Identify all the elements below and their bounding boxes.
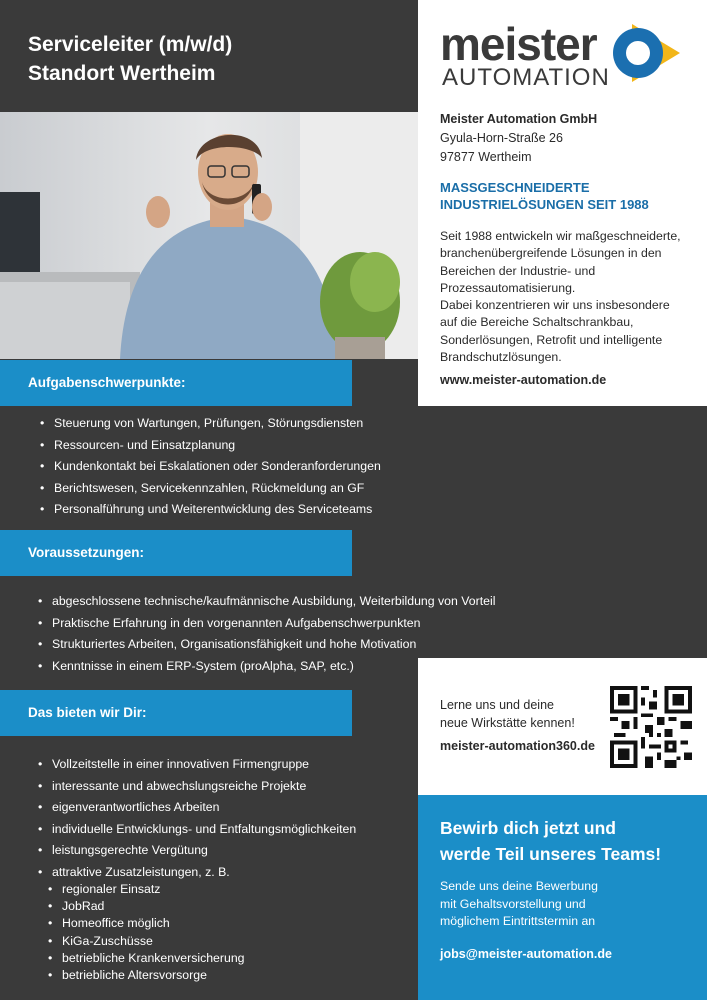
list-item: • Kundenkontakt bei Eskalationen oder Sonderanforderungen [38, 456, 381, 478]
list-item: • Personalführung und Weiterentwicklung des Serviceteams [38, 499, 381, 521]
apply-text [440, 878, 598, 931]
list-item: • Kenntnisse in einem ERP-System (proAlpha, SAP, etc.) [36, 656, 495, 678]
job-title: Serviceleiter (m/w/d) [28, 33, 233, 56]
qr-invite-line: neue Wirkstätte kennen! [440, 716, 575, 730]
requirements-heading: Voraussetzungen: [28, 545, 145, 560]
website-link[interactable]: www.meister-automation.de [440, 373, 607, 387]
qr-invite-line: Lerne uns und deine [440, 698, 554, 712]
apply-text-line: Sende uns deine Bewerbung [440, 879, 598, 893]
company-name: Meister Automation GmbH [440, 112, 598, 126]
apply-text-line: mit Gehaltsvorstellung und [440, 896, 586, 911]
list-item: • Ressourcen- und Einsatzplanung [38, 435, 381, 457]
qr-code-icon[interactable] [610, 686, 692, 768]
tasks-heading: Aufgabenschwerpunkte: [28, 375, 186, 390]
apply-text-line: möglichem Eintrittstermin an [440, 914, 596, 928]
company-city: 97877 Wertheim [440, 150, 532, 164]
sublist-item: • betriebliche Altersvorsorge [46, 967, 245, 984]
page-title [28, 30, 232, 88]
about-line: Dabei konzentrieren wir uns insbesondere [440, 298, 670, 313]
list-item: • individuelle Entwicklungs- und Entfaltungsmöglichkeiten [36, 819, 356, 841]
list-item: • Strukturiertes Arbeiten, Organisationsfähigkeit und hohe Motivation [36, 634, 495, 656]
header-photo [0, 112, 418, 359]
list-item: • leistungsgerechte Vergütung [36, 840, 356, 862]
logo-mark-icon [612, 20, 682, 86]
about-line: Seit 1988 entwickeln wir maßgeschneiderte, [440, 229, 681, 243]
sublist-item: • JobRad [46, 898, 245, 915]
tagline [440, 179, 690, 213]
about-line: Brandschutzlösungen. [440, 350, 562, 365]
tagline-line: INDUSTRIELÖSUNGEN SEIT 1988 [440, 197, 649, 212]
offer-list [36, 754, 356, 883]
apply-title-line: Bewirb dich jetzt und [440, 818, 616, 838]
list-item: • Vollzeitstelle in einer innovativen Firmengruppe [36, 754, 356, 776]
company-street: Gyula-Horn-Straße 26 [440, 131, 563, 145]
job-location: Standort Wertheim [28, 62, 216, 85]
qr-panel [418, 658, 707, 795]
offer-sublist [46, 881, 245, 984]
logo-word: meister [440, 18, 597, 70]
about-line: Bereichen der Industrie- und [440, 263, 596, 278]
apply-title-line: werde Teil unseres Teams! [440, 844, 662, 864]
offer-heading: Das bieten wir Dir: [28, 705, 147, 720]
sublist-item: • KiGa-Zuschüsse [46, 933, 245, 950]
list-item: • abgeschlossene technische/kaufmännische Ausbildung, Weiterbildung von Vorteil [36, 591, 495, 613]
tasks-list [38, 413, 381, 521]
list-item: • attraktive Zusatzleistungen, z. B. [36, 862, 356, 884]
requirements-heading-bar [0, 530, 352, 576]
list-item: • Praktische Erfahrung in den vorgenannten Aufgabenschwerpunkten [36, 613, 495, 635]
logo-sub: AUTOMATION [442, 64, 610, 91]
qr-url-link[interactable]: meister-automation360.de [440, 739, 595, 753]
about-line: auf die Bereiche Schaltschrankbau, [440, 315, 634, 330]
about-line: Prozessautomatisierung. [440, 280, 576, 295]
company-address [440, 110, 597, 167]
sublist-item: • betriebliche Krankenversicherung [46, 950, 245, 967]
apply-panel [418, 795, 707, 1000]
tagline-line: MASSGESCHNEIDERTE [440, 180, 590, 195]
offer-heading-bar [0, 690, 352, 736]
tasks-heading-bar [0, 360, 352, 406]
about-line: Sonderlösungen, Retrofit und intelligente [440, 332, 663, 347]
about-text [440, 228, 705, 366]
list-item: • Steuerung von Wartungen, Prüfungen, Störungsdiensten [38, 413, 381, 435]
company-info-panel [418, 0, 707, 406]
apply-email-link[interactable]: jobs@meister-automation.de [440, 947, 612, 961]
about-line: branchenübergreifende Lösungen in den [440, 246, 662, 261]
qr-invite [440, 696, 575, 732]
list-item: • interessante und abwechslungsreiche Projekte [36, 776, 356, 798]
sublist-item: • Homeoffice möglich [46, 915, 245, 932]
list-item: • eigenverantwortliches Arbeiten [36, 797, 356, 819]
sublist-item: • regionaler Einsatz [46, 881, 245, 898]
list-item: • Berichtswesen, Servicekennzahlen, Rückmeldung an GF [38, 478, 381, 500]
apply-title [440, 815, 702, 867]
company-logo [440, 20, 680, 100]
